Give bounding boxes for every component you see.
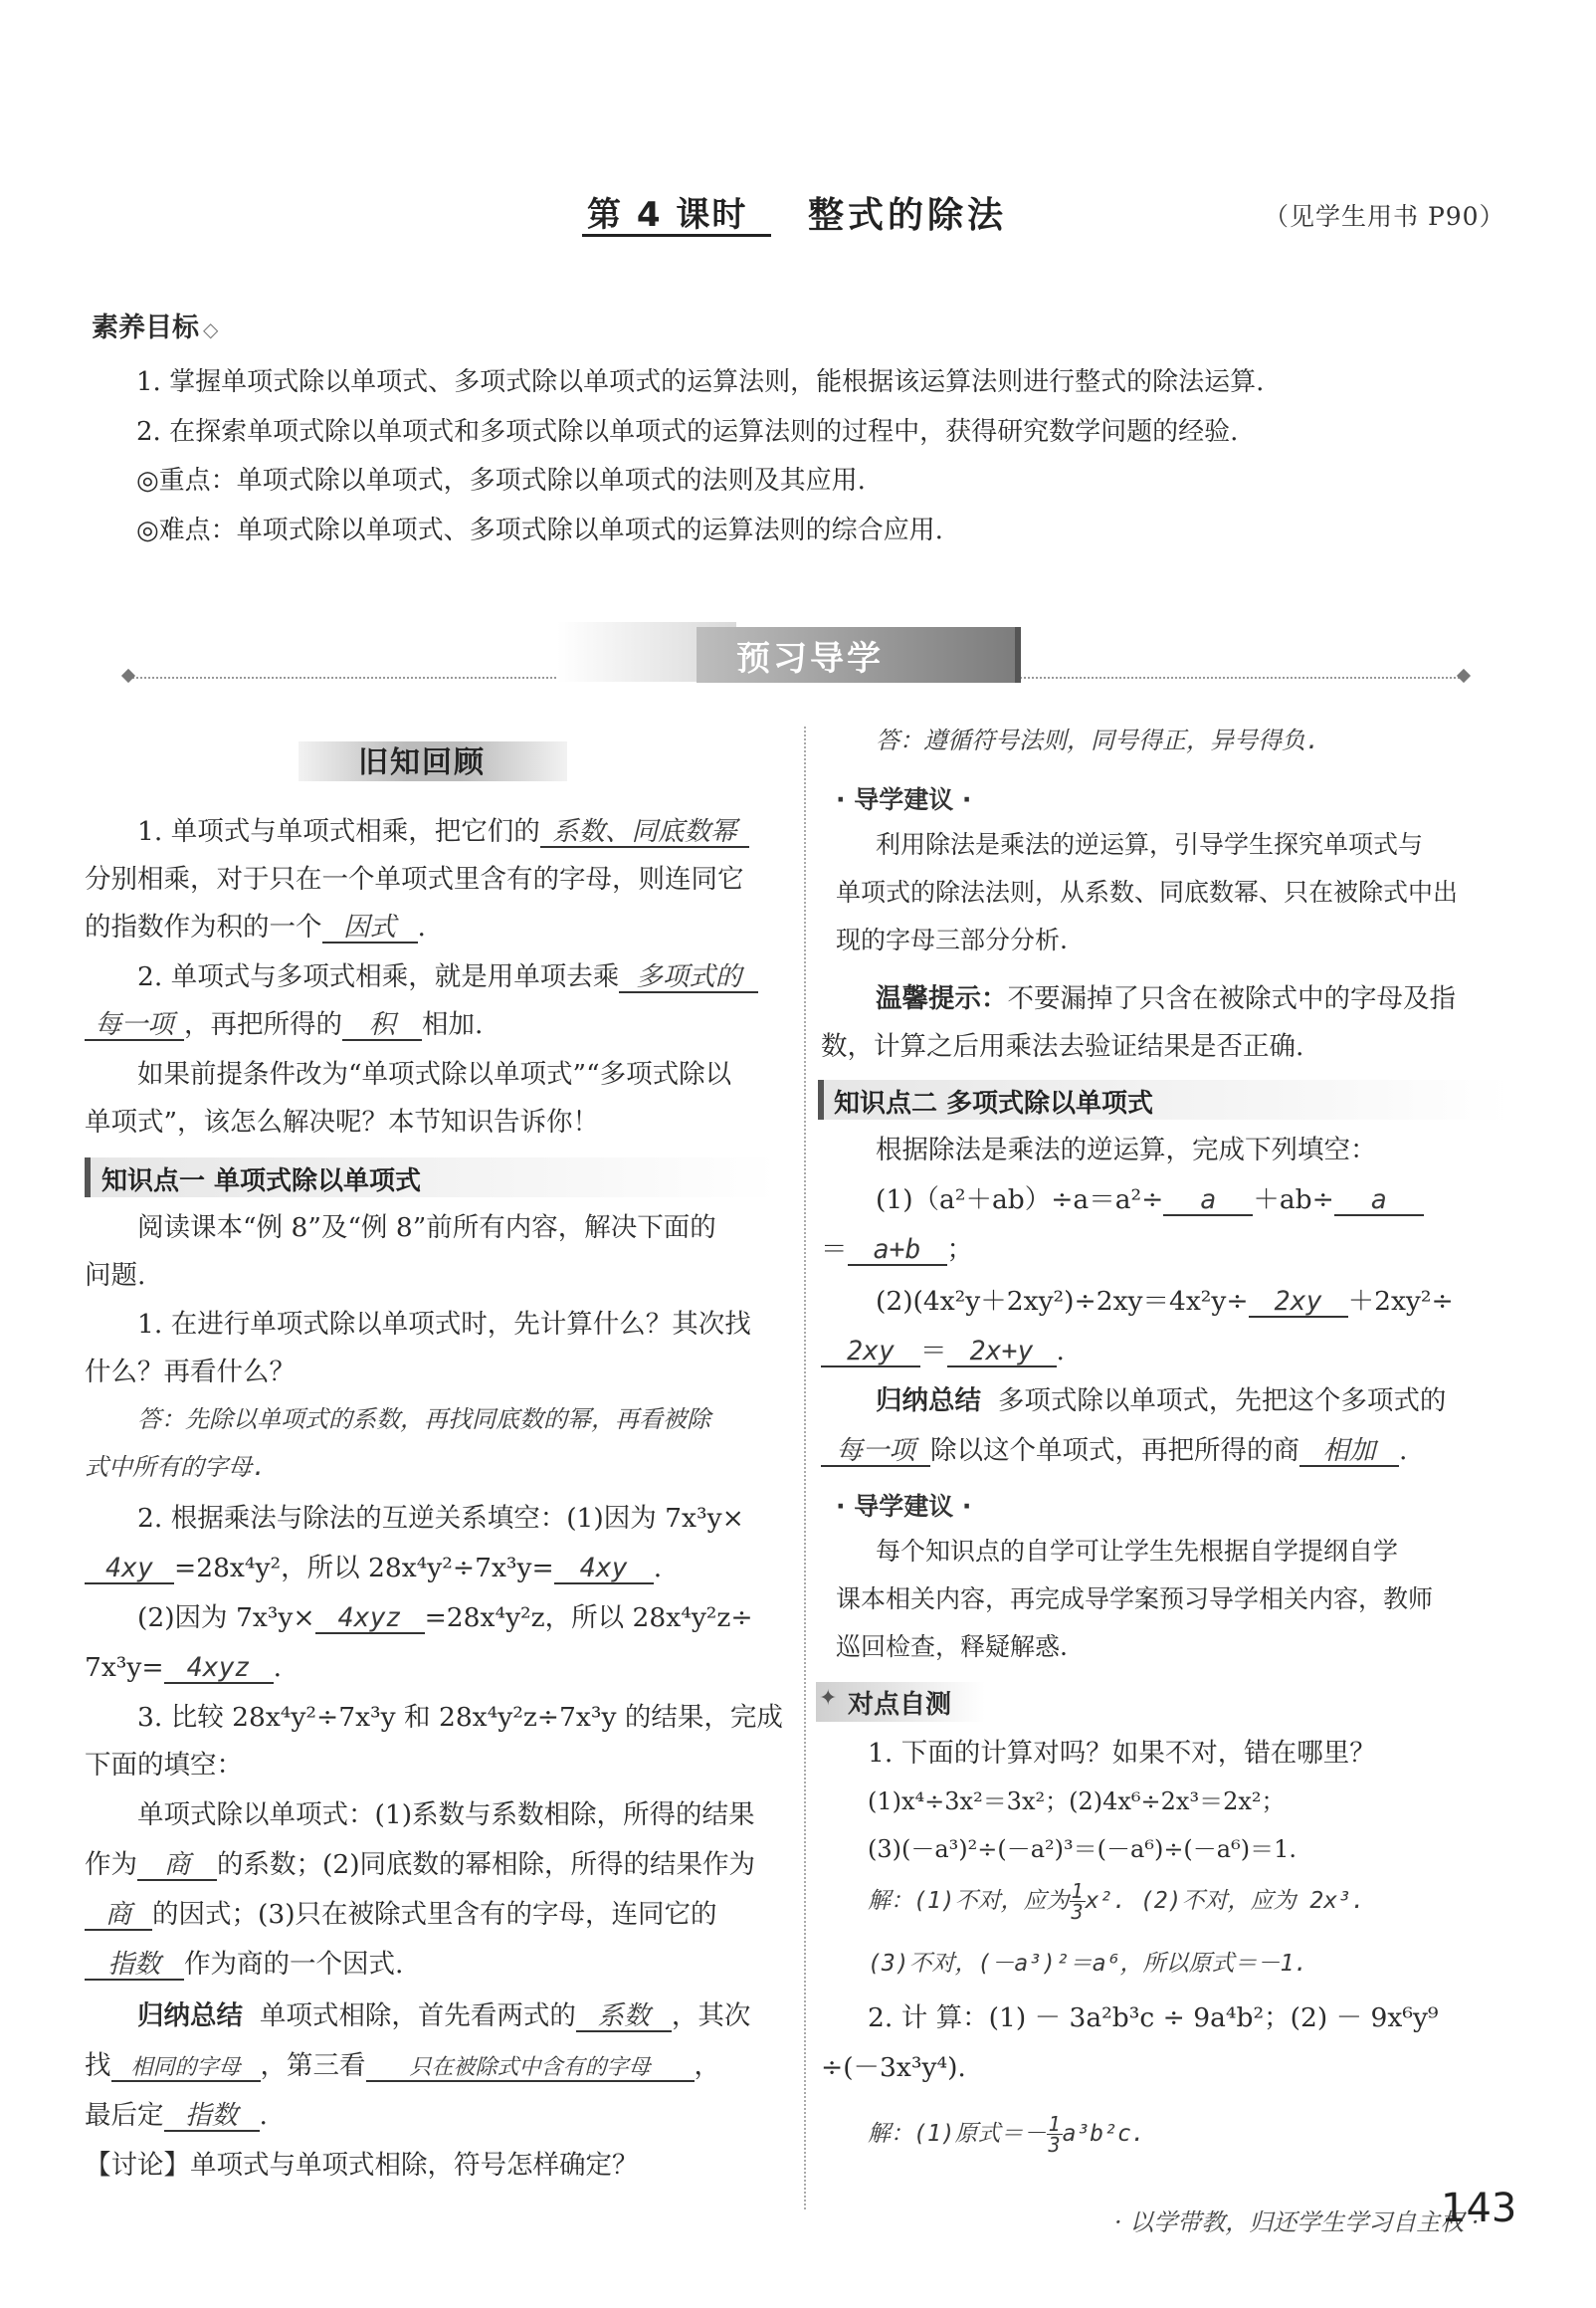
discussion-prompt: 【讨论】单项式与单项式相除，符号怎样确定？ (85, 2150, 639, 2181)
text: 解：(1)不对，应为 (868, 1888, 1070, 1914)
answer-blank: 商 (137, 1850, 217, 1881)
answer-blank: 4xyz (315, 1603, 425, 1634)
text: 最后定 (85, 2100, 164, 2131)
guide1-line2: 单项式的除法法则，从系数、同底数幂、只在被除式中出 (836, 878, 1459, 907)
answer-blank: 因式 (322, 913, 418, 944)
text: ＋ab÷ (1253, 1184, 1334, 1215)
text: 1. 单项式与单项式相乘，把它们的 (137, 816, 540, 847)
text: 2. 单项式与多项式相乘，就是用单项去乘 (137, 961, 620, 992)
text: (1)（a²＋ab）÷a＝a²÷ (876, 1184, 1164, 1215)
test2-question-line1: 2. 计 算：(1) － 3a²b³c ÷ 9a⁴b²；(2) － 9x⁶y⁹ (868, 2002, 1439, 2033)
section-banner-title: 预习导学 (736, 639, 884, 679)
answer-blank: 2xy (821, 1337, 920, 1367)
lesson-title: 整式的除法 (808, 195, 1008, 236)
text: 单项式相除，首先看两式的 (259, 2000, 576, 2031)
text: ＝ (821, 1234, 848, 1265)
text: ， (694, 2050, 720, 2081)
answer-blank: 每一项 (85, 1010, 184, 1041)
answer-blank: 相加 (1299, 1436, 1399, 1467)
answer-blank: 只在被除式中含有的字母 (366, 2056, 695, 2082)
text: 解：(1)原式＝－ (868, 2121, 1047, 2147)
review-p2-line1 (137, 961, 758, 993)
kp1-q2-line2 (85, 1553, 662, 1584)
discussion-answer: 答：遵循符号法则，同号得正，异号得负. (876, 727, 1320, 754)
text: =28x⁴y²，所以 28x⁴y²÷7x³y= (174, 1553, 554, 1583)
answer-blank: 4xyz (164, 1653, 274, 1684)
guide1-line3: 现的字母三部分分析. (836, 926, 1068, 954)
book-reference: （见学生用书 P90） (1264, 202, 1505, 231)
answer-blank: 2xy (1249, 1287, 1348, 1318)
review-p1-line1 (137, 816, 749, 848)
test2-question-line2: ÷(－3x³y⁴). (821, 2052, 966, 2083)
text: =28x⁴y²z，所以 28x⁴y²z÷ (424, 1602, 753, 1633)
text (981, 1385, 998, 1416)
answer-blank: a (1163, 1185, 1253, 1216)
answer-blank: 4xy (554, 1554, 654, 1584)
text: 不要漏掉了只含在被除式中的字母及指 (1007, 983, 1456, 1014)
answer-blank: 系数 (576, 2001, 672, 2032)
kp1-rule-line4 (85, 1949, 403, 1981)
kp2-exercise2-line2 (821, 1336, 1065, 1367)
text: ，其次 (671, 2000, 751, 2031)
tip-label: 温馨提示： (876, 983, 1008, 1014)
answer-blank: 系数、同底数幂 (540, 817, 749, 848)
kp2-exercise1-line2 (821, 1234, 973, 1266)
text: 多项式除以单项式，先把这个多项式的 (997, 1385, 1447, 1416)
test1-question: 1. 下面的计算对吗？如果不对，错在哪里？ (868, 1738, 1376, 1769)
page-number: 143 (1441, 2186, 1517, 2231)
goal-difficulty: ◎难点：单项式除以单项式、多项式除以单项式的运算法则的综合应用. (136, 516, 943, 545)
kp1-q2-line4 (85, 1652, 282, 1684)
text: 的系数；(2)同底数的幂相除，所得的结果作为 (217, 1849, 756, 1880)
guide-suggestion-label: · 导学建议 · (836, 1492, 972, 1521)
kp1-rule-line1: 单项式除以单项式：(1)系数与系数相除，所得的结果 (137, 1799, 755, 1830)
answer-blank: 2x+y (947, 1337, 1057, 1367)
fraction (1047, 2114, 1063, 2155)
column-divider (804, 727, 806, 2209)
kp1-read-line2: 问题. (85, 1260, 146, 1291)
answer-blank: a (1334, 1185, 1424, 1216)
kp1-q2-line1: 2. 根据乘法与除法的互逆关系填空：(1)因为 7x³y× (137, 1503, 744, 1534)
kp1-q3-line1: 3. 比较 28x⁴y²÷7x³y 和 28x⁴y²z÷7x³y 的结果，完成 (137, 1702, 783, 1733)
kp2-intro: 根据除法是乘法的逆运算，完成下列填空： (876, 1135, 1377, 1165)
review-heading: 旧知回顾 (358, 745, 486, 780)
text (243, 2000, 260, 2031)
text: . (653, 1553, 663, 1583)
test1-items-line2: (3)(－a³)²÷(－a²)³＝(－a⁶)÷(－a⁶)＝1. (868, 1835, 1297, 1863)
review-p1-line3 (85, 912, 426, 944)
text: 的指数作为积的一个 (85, 912, 322, 943)
text: 除以这个单项式，再把所得的商 (930, 1435, 1299, 1466)
answer-blank: 相同的字母 (111, 2056, 261, 2082)
kp1-q1-line2: 什么？再看什么？ (85, 1357, 296, 1387)
diamond-icon (121, 669, 135, 683)
tip-line2: 数，计算之后用乘法去验证结果是否正确. (821, 1031, 1304, 1062)
review-p3-line2: 单项式”，该怎么解决呢？本节知识告诉你！ (85, 1107, 600, 1138)
fraction-numerator: 1 (1071, 1879, 1084, 1903)
text: . (1056, 1336, 1065, 1366)
summary-label: 归纳总结 (876, 1385, 981, 1416)
test1-solution-line2: (3)不对，(－a³)²＝a⁶，所以原式＝－1. (868, 1951, 1308, 1977)
fraction-denominator: 3 (1048, 2133, 1061, 2157)
kp1-summary-line2 (85, 2050, 720, 2082)
lesson-number: 第 4 课时 (587, 195, 748, 235)
kp1-answer1-line2: 式中所有的字母. (85, 1453, 267, 1481)
text: 作为商的一个因式. (184, 1949, 404, 1980)
answer-blank: 商 (85, 1900, 152, 1931)
guide2-line2: 课本相关内容，再完成导学案预习导学相关内容，教师 (836, 1584, 1434, 1613)
kp2-exercise1-line1 (876, 1184, 1424, 1216)
goal-item: 2. 在探索单项式除以单项式和多项式除以单项式的运算法则的过程中，获得研究数学问题的经验. (136, 417, 1239, 447)
text: x². (2)不对，应为 2x³. (1085, 1888, 1365, 1914)
text: 作为 (85, 1849, 137, 1880)
answer-blank: 4xy (85, 1554, 174, 1584)
goal-item: 1. 掌握单项式除以单项式、多项式除以单项式的运算法则，能根据该运算法则进行整式的除法运算. (136, 367, 1265, 397)
diamond-icon (1457, 669, 1471, 683)
selftest-title: 对点自测 (848, 1690, 952, 1720)
kp2-summary-line2 (821, 1435, 1407, 1467)
answer-blank: a+b (848, 1235, 947, 1266)
answer-blank: 指数 (85, 1950, 184, 1981)
kp1-read-line1: 阅读课本“例 8”及“例 8”前所有内容，解决下面的 (137, 1212, 716, 1243)
text: . (259, 2100, 268, 2131)
kp1-rule-line2 (85, 1849, 755, 1881)
review-p1-line2: 分别相乘，对于只在一个单项式里含有的字母，则连同它 (85, 864, 744, 895)
text: . (273, 1652, 283, 1683)
summary-label: 归纳总结 (137, 2000, 243, 2031)
text: . (1399, 1435, 1408, 1466)
kp1-summary-line1 (137, 2000, 750, 2032)
knowledge-point-1-title: 知识点一 单项式除以单项式 (101, 1166, 422, 1196)
kp1-summary-line3 (85, 2100, 268, 2132)
text: 7x³y= (85, 1652, 164, 1683)
kp2-summary-line1 (876, 1385, 1446, 1416)
footer-slogan: · 以学带教，归还学生学习自主权 · (1114, 2208, 1480, 2236)
answer-blank: 积 (342, 1010, 422, 1041)
knowledge-point-2-title: 知识点二 多项式除以单项式 (834, 1089, 1154, 1119)
goals-heading (92, 306, 218, 344)
fraction-denominator: 3 (1071, 1900, 1084, 1924)
text: (2)因为 7x³y× (137, 1602, 315, 1633)
test1-items-line1: (1)x⁴÷3x²＝3x²；(2)4x⁶÷2x³＝2x²； (868, 1787, 1286, 1815)
kp1-q2-line3 (137, 1602, 753, 1634)
answer-blank: 每一项 (821, 1436, 930, 1467)
text: ，第三看 (260, 2050, 366, 2081)
text: 相加. (422, 1009, 484, 1040)
guide-suggestion-label: · 导学建议 · (836, 785, 972, 814)
text: 找 (85, 2050, 111, 2081)
text: ，再把所得的 (184, 1009, 342, 1040)
star-icon: ✦ (819, 1686, 838, 1711)
review-p2-line2 (85, 1009, 483, 1041)
test1-solution-line1 (868, 1881, 1365, 1922)
text: 的因式；(3)只在被除式里含有的字母，连同它的 (152, 1899, 717, 1930)
fraction (1070, 1881, 1086, 1922)
goal-key-point: ◎重点：单项式除以单项式，多项式除以单项式的法则及其应用. (136, 466, 866, 496)
goals-heading-text: 素养目标 (92, 313, 199, 343)
diamond-icon: ◇ (203, 317, 219, 341)
text: a³b²c. (1062, 2121, 1145, 2147)
review-p3-line1: 如果前提条件改为“单项式除以单项式”“多项式除以 (137, 1059, 732, 1090)
text: ＝ (920, 1336, 947, 1366)
kp1-answer1-line1: 答：先除以单项式的系数，再找同底数的幂，再看被除 (137, 1405, 710, 1433)
guide2-line3: 巡回检查，释疑解惑. (836, 1632, 1068, 1661)
text: ＋2xy²÷ (1347, 1286, 1454, 1317)
tip-line1 (876, 983, 1456, 1014)
kp1-rule-line3 (85, 1899, 717, 1931)
test2-solution-line1 (868, 2114, 1145, 2155)
text: . (417, 912, 426, 943)
kp1-q1-line1: 1. 在进行单项式除以单项式时，先计算什么？其次找 (137, 1309, 751, 1340)
text: (2)(4x²y＋2xy²)÷2xy＝4x²y÷ (876, 1286, 1249, 1317)
answer-blank: 多项式的 (619, 962, 758, 993)
kp2-exercise2-line1 (876, 1286, 1454, 1318)
kp1-q3-line2: 下面的填空： (85, 1750, 243, 1781)
fraction-numerator: 1 (1048, 2112, 1061, 2136)
guide2-line1: 每个知识点的自学可让学生先根据自学提纲自学 (876, 1537, 1399, 1566)
text: ； (946, 1234, 973, 1265)
answer-blank: 指数 (164, 2101, 260, 2132)
guide1-line1: 利用除法是乘法的逆运算，引导学生探究单项式与 (876, 830, 1424, 859)
